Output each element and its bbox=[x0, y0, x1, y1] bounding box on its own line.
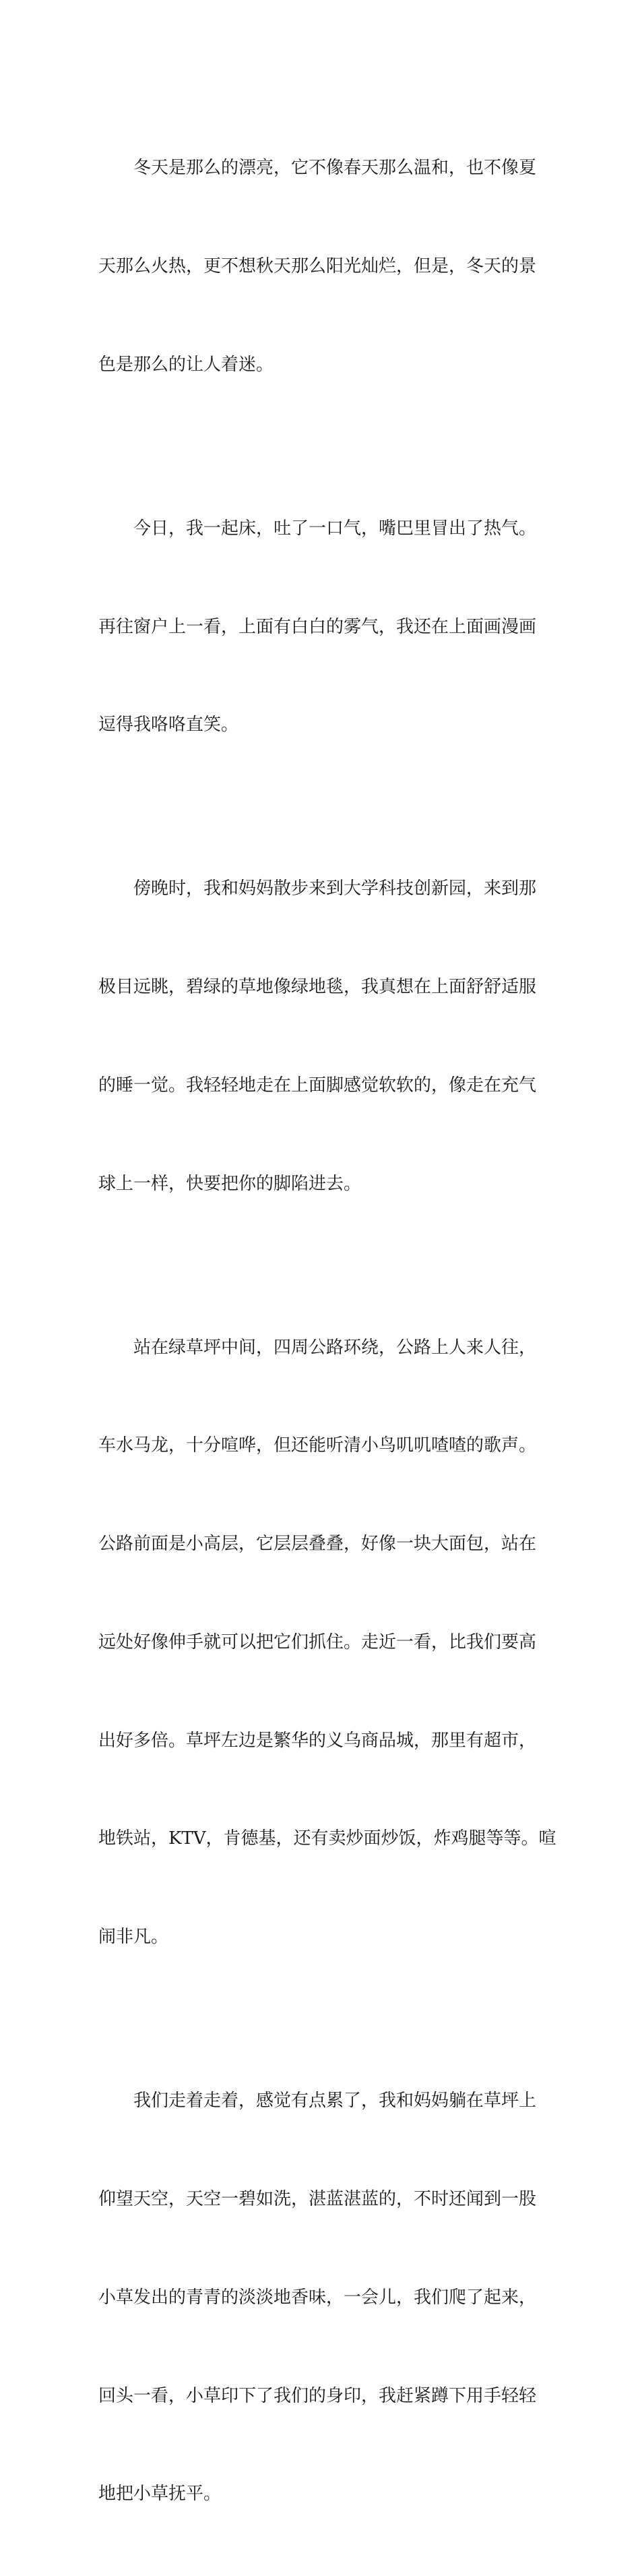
paragraph-5 bbox=[98, 2019, 544, 2576]
text-line: 公路前面是小高层，它层层叠叠，好像一块大面包，站在 bbox=[98, 1534, 537, 1555]
text-line: 色是那么的让人着迷。 bbox=[98, 354, 274, 375]
paragraph-3 bbox=[98, 807, 544, 1265]
text-line: 冬天是那么的漂亮，它不像春天那么温和，也不像夏 bbox=[133, 158, 537, 179]
text-line: 极目远眺，碧绿的草地像绿地毯，我真想在上面舒舒适服 bbox=[98, 977, 537, 998]
text-line: 地铁站，KTV，肯德基，还有卖炒面炒饭，炸鸡腿等等。喧 bbox=[98, 1828, 556, 1849]
text-line: 天那么火热，更不想秋天那么阳光灿烂，但是，冬天的景 bbox=[98, 256, 537, 276]
paragraph-2 bbox=[98, 447, 544, 808]
text-line: 我们走着走着，感觉有点累了，我和妈妈躺在草坪上 bbox=[133, 2091, 537, 2111]
text-line: 傍晚时，我和妈妈散步来到大学科技创新园，来到那 bbox=[133, 878, 537, 899]
text-line: 今日，我一起床，吐了一口气，嘴巴里冒出了热气。 bbox=[133, 518, 537, 539]
text-line: 小草发出的青青的淡淡地香味，一会儿，我们爬了起来， bbox=[98, 2287, 537, 2308]
essay-body bbox=[98, 86, 556, 2576]
text-line: 闹非凡。 bbox=[98, 1927, 169, 1948]
text-line: 逗得我咯咯直笑。 bbox=[98, 715, 239, 736]
text-line: 远处好像伸手就可以把它们抓住。走近一看，比我们要高 bbox=[98, 1631, 537, 1652]
text-line: 球上一样，快要把你的脚陷进去。 bbox=[98, 1173, 362, 1194]
text-line: 站在绿草坪中间，四周公路环绕，公路上人来人往， bbox=[133, 1337, 537, 1358]
text-line: 仰望天空，天空一碧如洗，湛蓝湛蓝的，不时还闻到一股 bbox=[98, 2189, 537, 2209]
text-line: 地把小草抚平。 bbox=[98, 2484, 222, 2505]
text-line: 再往窗户上一看，上面有白白的雾气，我还在上面画漫画 bbox=[98, 616, 537, 637]
paragraph-4 bbox=[98, 1265, 556, 2019]
paragraph-1 bbox=[98, 86, 544, 447]
text-line: 出好多倍。草坪左边是繁华的义乌商品城，那里有超市， bbox=[98, 1730, 537, 1751]
text-line: 车水马龙，十分喧哗，但还能听清小鸟叽叽喳喳的歌声。 bbox=[98, 1435, 537, 1456]
text-line: 回头一看，小草印下了我们的身印，我赶紧蹲下用手轻轻 bbox=[98, 2385, 537, 2406]
text-line: 的睡一觉。我轻轻地走在上面脚感觉软软的，像走在充气 bbox=[98, 1075, 537, 1096]
